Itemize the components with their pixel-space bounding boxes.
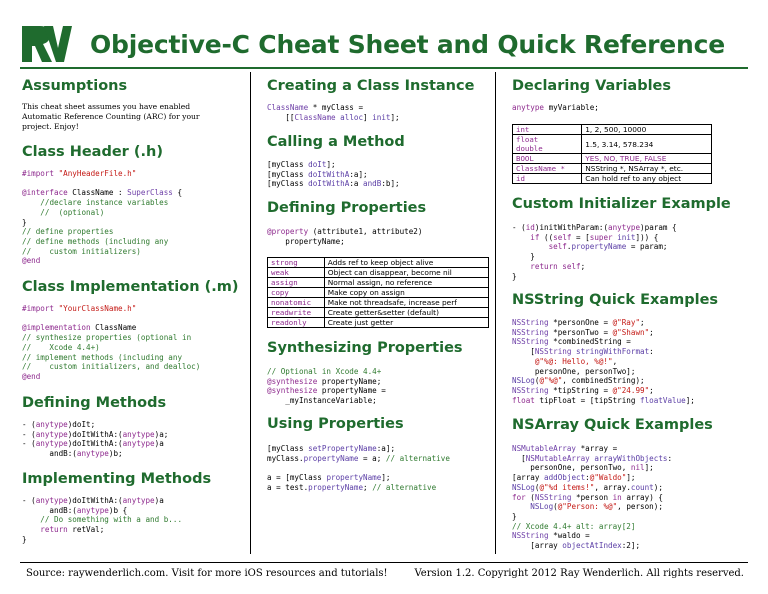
assumptions-heading: Assumptions (22, 78, 128, 94)
variable-type-row (513, 154, 712, 164)
column-1 (22, 72, 244, 554)
column-3 (512, 72, 748, 554)
property-attribute-value: Normal assign, no reference (324, 278, 488, 288)
custom-initializer-code: - (id)initWithParam:(anytype)param { if ((self = [super init])) { self.propertyName = param; } return self; } (512, 223, 677, 281)
nsarray-code: NSMutableArray *array = [NSMutableArray arrayWithObjects: personOne, personTwo, nil]; [array addObject:@"Waldo"]; NSLog(@"%d items!", array.count); for (NSString *person in array) { NSLog(@"Person: %@", person); } // Xcode 4.4+ alt: array[2] NSString *waldo = [array objectAtIndex:2]; (512, 444, 673, 551)
variable-type-row (513, 125, 712, 135)
synthesizing-heading: Synthesizing Properties (267, 340, 463, 356)
class-header-code: #import "AnyHeaderFile.h" @interface ClassName : SuperClass { //declare instance variables // (optional) } // define properties // define methods (including any // custom initializers) @end (22, 169, 183, 266)
variable-type-row (513, 135, 712, 154)
title-rule (20, 67, 748, 69)
custom-initializer-heading: Custom Initializer Example (512, 196, 731, 212)
footer-rule (20, 562, 748, 563)
using-properties-heading: Using Properties (267, 416, 404, 432)
property-attribute-value: Adds ref to keep object alive (324, 258, 488, 268)
property-attribute-key: assign (268, 278, 325, 288)
footer-source: Source: raywenderlich.com. Visit for more iOS resources and tutorials! (26, 568, 388, 579)
class-implementation-code: #import "YourClassName.h" @implementation ClassName // synthesize properties (optional in // Xcode 4.4+) // implement methods (including any // custom initializers, and dealloc) @end (22, 304, 201, 381)
column-divider (495, 72, 496, 554)
variable-type-value: 1, 2, 500, 10000 (582, 125, 712, 135)
variable-type-key: ClassName * (513, 164, 582, 174)
variable-type-value: 1.5, 3.14, 578.234 (582, 135, 712, 154)
variable-type-value: YES, NO, TRUE, FALSE (582, 154, 712, 164)
calling-method-heading: Calling a Method (267, 134, 405, 150)
property-attribute-row (268, 258, 489, 268)
raywenderlich-logo (20, 22, 74, 66)
creating-instance-code: ClassName * myClass = [[ClassName alloc] init]; (267, 103, 400, 122)
assumptions-text: This cheat sheet assumes you have enabled Automatic Reference Counting (ARC) for your project. Enjoy! (22, 102, 200, 131)
property-attribute-value: Make copy on assign (324, 288, 488, 298)
property-attribute-key: weak (268, 268, 325, 278)
class-header-heading: Class Header (.h) (22, 144, 163, 160)
property-attribute-key: nonatomic (268, 298, 325, 308)
defining-methods-code: - (anytype)doIt; - (anytype)doItWithA:(anytype)a; - (anytype)doItWithA:(anytype)a andB:(anytype)b; (22, 420, 169, 459)
class-implementation-heading: Class Implementation (.m) (22, 279, 239, 295)
variable-type-key: id (513, 174, 582, 184)
implementing-methods-code: - (anytype)doItWithA:(anytype)a andB:(anytype)b { // Do something with a and b... return retVal; } (22, 496, 183, 544)
calling-method-code: [myClass doIt]; [myClass doItWithA:a]; [myClass doItWithA:a andB:b]; (267, 160, 400, 189)
variable-type-row (513, 164, 712, 174)
nsstring-heading: NSString Quick Examples (512, 292, 719, 308)
defining-properties-heading: Defining Properties (267, 200, 427, 216)
property-attribute-value: Object can disappear, become nil (324, 268, 488, 278)
property-attribute-key: strong (268, 258, 325, 268)
variable-type-key: int (513, 125, 582, 135)
property-attribute-key: readonly (268, 318, 325, 328)
property-attribute-row (268, 268, 489, 278)
property-attribute-key: copy (268, 288, 325, 298)
variable-type-key: BOOL (513, 154, 582, 164)
property-attribute-key: readwrite (268, 308, 325, 318)
declaring-variables-heading: Declaring Variables (512, 78, 672, 94)
column-2 (267, 72, 489, 554)
implementing-methods-heading: Implementing Methods (22, 471, 212, 487)
property-attribute-value: Create just getter (324, 318, 488, 328)
footer-copyright: Version 1.2. Copyright 2012 Ray Wenderlich. All rights reserved. (414, 568, 744, 579)
property-attribute-row (268, 298, 489, 308)
synthesizing-code: // Optional in Xcode 4.4+ @synthesize propertyName; @synthesize propertyName = _myInstanceVariable; (267, 367, 386, 406)
property-attributes-table (267, 257, 489, 328)
declaring-variables-code: anytype myVariable; (512, 103, 599, 112)
property-attribute-row (268, 288, 489, 298)
property-attribute-value: Make not threadsafe, increase perf (324, 298, 488, 308)
nsarray-heading: NSArray Quick Examples (512, 417, 713, 433)
column-divider (250, 72, 251, 554)
variable-type-value: Can hold ref to any object (582, 174, 712, 184)
using-properties-code: [myClass setPropertyName:a]; myClass.propertyName = a; // alternative a = [myClass propertyName]; a = test.propertyName; // alternative (267, 444, 450, 492)
variable-type-key: float double (513, 135, 582, 154)
variable-type-row (513, 174, 712, 184)
variable-type-value: NSString *, NSArray *, etc. (582, 164, 712, 174)
property-attribute-value: Create getter&setter (default) (324, 308, 488, 318)
page-title: Objective-C Cheat Sheet and Quick Reference (90, 30, 726, 59)
creating-instance-heading: Creating a Class Instance (267, 78, 475, 94)
property-attribute-row (268, 278, 489, 288)
variable-types-table (512, 124, 712, 184)
defining-properties-code: @property (attribute1, attribute2) propertyName; (267, 227, 423, 246)
nsstring-code: NSString *personOne = @"Ray"; NSString *personTwo = @"Shawn"; NSString *combinedString = [NSString stringWithFormat: @"%@: Hello, %@!", personOne, personTwo]; NSLog(@"%@", combinedString); NSString *tipString = @"24.99"; float tipFloat = [tipString floatValue]; (512, 318, 695, 405)
defining-methods-heading: Defining Methods (22, 395, 167, 411)
property-attribute-row (268, 318, 489, 328)
property-attribute-row (268, 308, 489, 318)
